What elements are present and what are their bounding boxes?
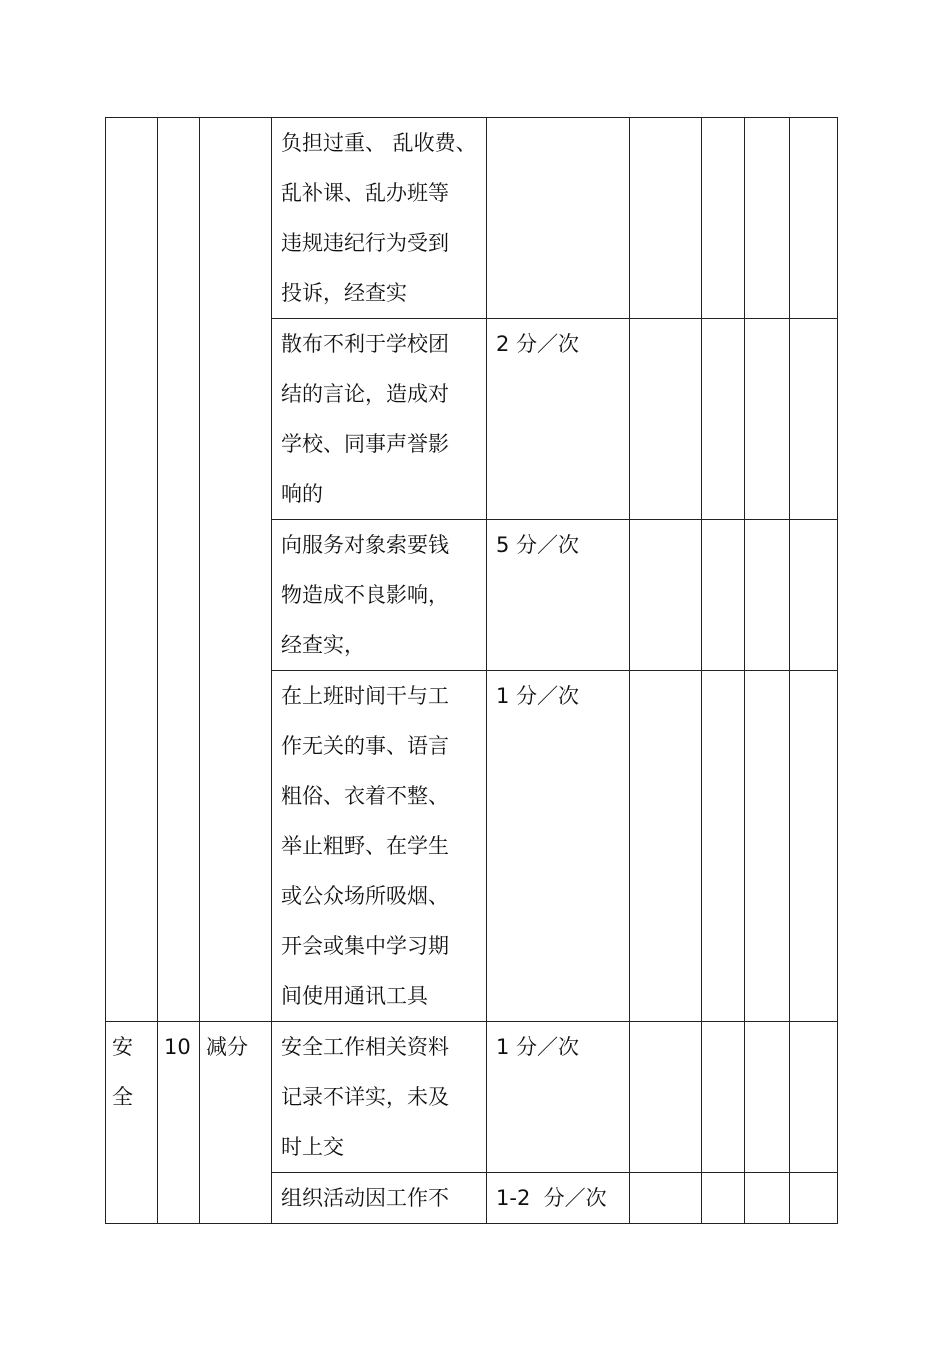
category-char: 全: [112, 1085, 133, 1109]
category-char: 安: [112, 1035, 133, 1059]
item-line: 组织活动因工作不: [281, 1186, 449, 1210]
blank-cell[interactable]: [745, 319, 790, 520]
item-line: 举止粗野、在学生: [281, 834, 449, 858]
blank-cell[interactable]: [790, 319, 838, 520]
score-cell-empty: [158, 118, 200, 1022]
score-cell: 10: [158, 1022, 200, 1224]
blank-cell[interactable]: [790, 520, 838, 671]
blank-cell[interactable]: [630, 118, 702, 319]
blank-cell[interactable]: [702, 1022, 745, 1173]
item-cell: [272, 671, 487, 1022]
blank-cell[interactable]: [745, 1022, 790, 1173]
item-line: 时上交: [281, 1135, 344, 1159]
item-cell: [272, 520, 487, 671]
item-line: 粗俗、衣着不整、: [281, 784, 449, 808]
item-cell: [272, 319, 487, 520]
item-line: 结的言论，造成对: [281, 382, 449, 406]
blank-cell[interactable]: [745, 671, 790, 1022]
item-line: 开会或集中学习期: [281, 934, 449, 958]
blank-cell[interactable]: [702, 520, 745, 671]
blank-cell[interactable]: [790, 1022, 838, 1173]
item-line: 投诉，经查实: [281, 281, 407, 305]
points-cell: 1-2 分／次: [487, 1173, 630, 1224]
table-row: [106, 118, 838, 319]
category-cell: [106, 1022, 158, 1224]
blank-cell[interactable]: [702, 1173, 745, 1224]
blank-cell[interactable]: [630, 671, 702, 1022]
item-line: 在上班时间干与工: [281, 684, 449, 708]
blank-cell[interactable]: [745, 118, 790, 319]
item-line: 间使用通讯工具: [281, 984, 428, 1008]
item-line: 负担过重、 乱收费、: [281, 131, 477, 155]
item-cell: [272, 1022, 487, 1173]
item-line: 安全工作相关资料: [281, 1035, 449, 1059]
table-row: [106, 1022, 838, 1173]
points-cell: 2 分／次: [487, 319, 630, 520]
blank-cell[interactable]: [702, 118, 745, 319]
category-cell-empty: [106, 118, 158, 1022]
method-cell: 减分: [200, 1022, 272, 1224]
item-line: 违规违纪行为受到: [281, 231, 449, 255]
item-line: 散布不利于学校团: [281, 332, 449, 356]
blank-cell[interactable]: [790, 1173, 838, 1224]
blank-cell[interactable]: [630, 1173, 702, 1224]
method-cell-empty: [200, 118, 272, 1022]
item-line: 物造成不良影响，: [281, 583, 449, 607]
evaluation-table: [105, 117, 838, 1224]
blank-cell[interactable]: [630, 319, 702, 520]
blank-cell[interactable]: [630, 520, 702, 671]
blank-cell[interactable]: [702, 319, 745, 520]
item-line: 向服务对象索要钱: [281, 533, 449, 557]
blank-cell[interactable]: [630, 1022, 702, 1173]
item-line: 学校、同事声誉影: [281, 432, 449, 456]
blank-cell[interactable]: [745, 520, 790, 671]
item-cell: [272, 1173, 487, 1224]
points-cell: 1 分／次: [487, 1022, 630, 1173]
points-cell: [487, 118, 630, 319]
item-line: 乱补课、乱办班等: [281, 181, 449, 205]
points-cell: 5 分／次: [487, 520, 630, 671]
item-line: 响的: [281, 482, 323, 506]
item-line: 或公众场所吸烟、: [281, 884, 449, 908]
item-line: 记录不详实，未及: [281, 1085, 449, 1109]
points-cell: 1 分／次: [487, 671, 630, 1022]
blank-cell[interactable]: [790, 118, 838, 319]
blank-cell[interactable]: [790, 671, 838, 1022]
item-line: 经查实，: [281, 633, 365, 657]
blank-cell[interactable]: [745, 1173, 790, 1224]
item-cell: [272, 118, 487, 319]
item-line: 作无关的事、语言: [281, 734, 449, 758]
blank-cell[interactable]: [702, 671, 745, 1022]
